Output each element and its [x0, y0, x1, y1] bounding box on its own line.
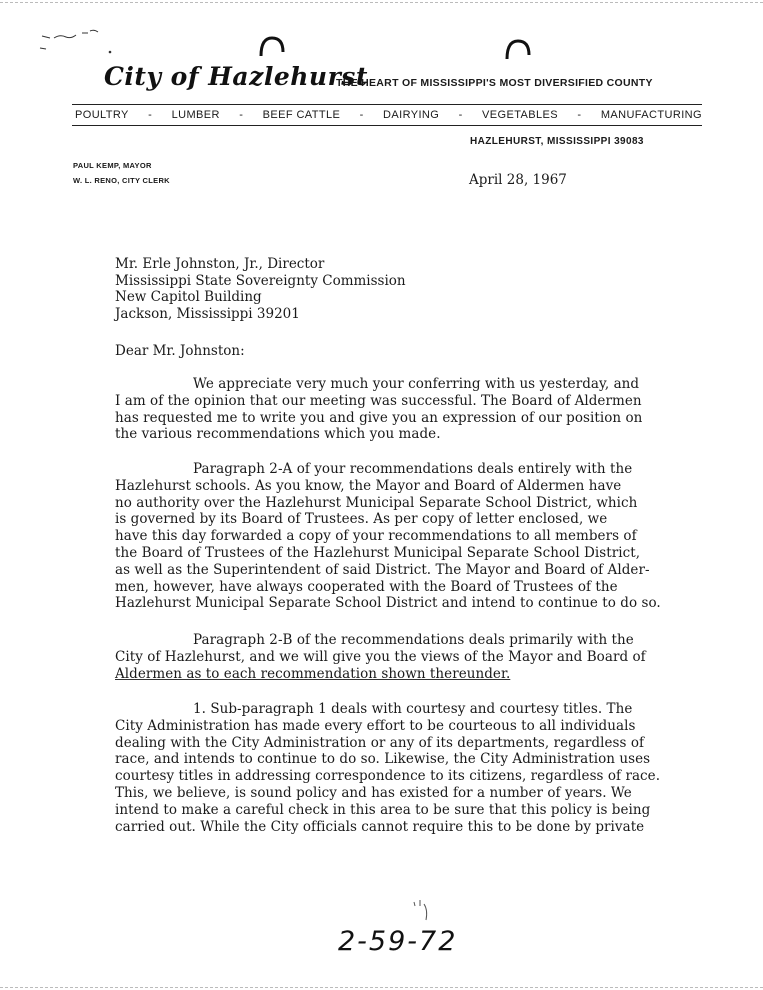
- paragraph-line: courtesy titles in addressing correspondence to its citizens, regardless of race.: [115, 768, 661, 785]
- salutation: Dear Mr. Johnston:: [115, 343, 245, 359]
- paragraph-line: I am of the opinion that our meeting was successful. The Board of Aldermen: [115, 392, 642, 409]
- product-item: MANUFACTURING: [600, 109, 702, 121]
- paragraph-line: have this day forwarded a copy of your recommendations to all members of: [115, 528, 637, 545]
- top-edge-dash: [0, 2, 763, 3]
- body-paragraph: [115, 376, 705, 443]
- paragraph-line: intend to make a careful check in this area to be sure that this policy is being: [115, 801, 651, 818]
- paragraph-line: the various recommendations which you made.: [115, 426, 441, 443]
- paragraph-line: This, we believe, is sound policy and has existed for a number of years. We: [115, 784, 632, 801]
- body-paragraph: [115, 632, 705, 682]
- bottom-edge-dash: [0, 987, 763, 988]
- product-item: LUMBER: [171, 109, 220, 121]
- handwritten-mark-icon: [406, 896, 436, 926]
- paragraph-line: no authority over the Hazlehurst Municipal Separate School District, which: [115, 494, 638, 511]
- body-paragraph: [115, 461, 705, 612]
- product-separator: -: [458, 109, 463, 121]
- binder-hook-icon: [503, 37, 533, 67]
- body-paragraph: [115, 701, 705, 835]
- officials-block: [73, 158, 170, 188]
- product-separator: -: [148, 109, 153, 121]
- recipient-line: Mr. Erle Johnston, Jr., Director: [115, 256, 325, 272]
- city-name-logo: City of Hazlehurst: [104, 62, 368, 91]
- letterhead-rule-top: [72, 104, 702, 105]
- paragraph-line: race, and intends to continue to do so. Likewise, the City Administration uses: [115, 751, 651, 768]
- paragraph-line: Paragraph 2-B of the recommendations deals primarily with the: [193, 632, 634, 648]
- paragraph-line: 1. Sub-paragraph 1 deals with courtesy and courtesy titles. The: [193, 701, 633, 717]
- product-item: VEGETABLES: [482, 109, 558, 121]
- recipient-line: Mississippi State Sovereignty Commission: [115, 272, 406, 289]
- paragraph-line: dealing with the City Administration or any of its departments, regardless of: [115, 734, 645, 751]
- product-item: DAIRYING: [383, 109, 440, 121]
- recipient-line: Jackson, Mississippi 39201: [115, 305, 300, 322]
- paragraph-line: Paragraph 2-A of your recommendations deals entirely with the: [193, 461, 633, 477]
- paragraph-line: as well as the Superintendent of said District. The Mayor and Board of Alder-: [115, 561, 650, 578]
- paragraph-line: Aldermen as to each recommendation shown thereunder.: [115, 665, 511, 682]
- paragraph-line: Hazlehurst schools. As you know, the Mayor and Board of Aldermen have: [115, 477, 622, 494]
- product-separator: -: [359, 109, 364, 121]
- letterhead-tagline: THE HEART OF MISSISSIPPI'S MOST DIVERSIFIED COUNTY: [336, 77, 653, 89]
- letter-date: April 28, 1967: [469, 172, 567, 188]
- paragraph-line: the Board of Trustees of the Hazlehurst Municipal Separate School District,: [115, 544, 641, 561]
- paragraph-line: has requested me to write you and give you an expression of our position on: [115, 409, 643, 426]
- margin-scribble-icon: [38, 26, 118, 66]
- mayor-line: PAUL KEMP, MAYOR: [73, 161, 152, 170]
- recipient-line: New Capitol Building: [115, 289, 262, 305]
- product-item: BEEF CATTLE: [262, 109, 341, 121]
- letterhead-rule-bottom: [72, 125, 702, 126]
- paragraph-line: men, however, have always cooperated with the Board of Trustees of the: [115, 578, 618, 595]
- product-item: POULTRY: [75, 109, 129, 121]
- paragraph-line: City Administration has made every effort to be courteous to all individuals: [115, 717, 636, 734]
- binder-hook-icon: [257, 34, 287, 64]
- product-separator: -: [577, 109, 582, 121]
- paragraph-line: carried out. While the City officials cannot require this to be done by private: [115, 818, 645, 835]
- paragraph-line: is governed by its Board of Trustees. As per copy of letter enclosed, we: [115, 511, 608, 528]
- products-bar: [75, 109, 702, 121]
- handwritten-file-number: 2-59-72: [338, 926, 458, 957]
- recipient-address: [115, 256, 406, 322]
- product-separator: -: [239, 109, 244, 121]
- paragraph-line: City of Hazlehurst, and we will give you the views of the Mayor and Board of: [115, 648, 646, 665]
- paragraph-line: We appreciate very much your conferring with us yesterday, and: [193, 376, 640, 392]
- clerk-line: W. L. RENO, CITY CLERK: [73, 176, 170, 185]
- city-address: HAZLEHURST, MISSISSIPPI 39083: [470, 136, 644, 147]
- paragraph-line: Hazlehurst Municipal Separate School District and intend to continue to do so.: [115, 595, 661, 612]
